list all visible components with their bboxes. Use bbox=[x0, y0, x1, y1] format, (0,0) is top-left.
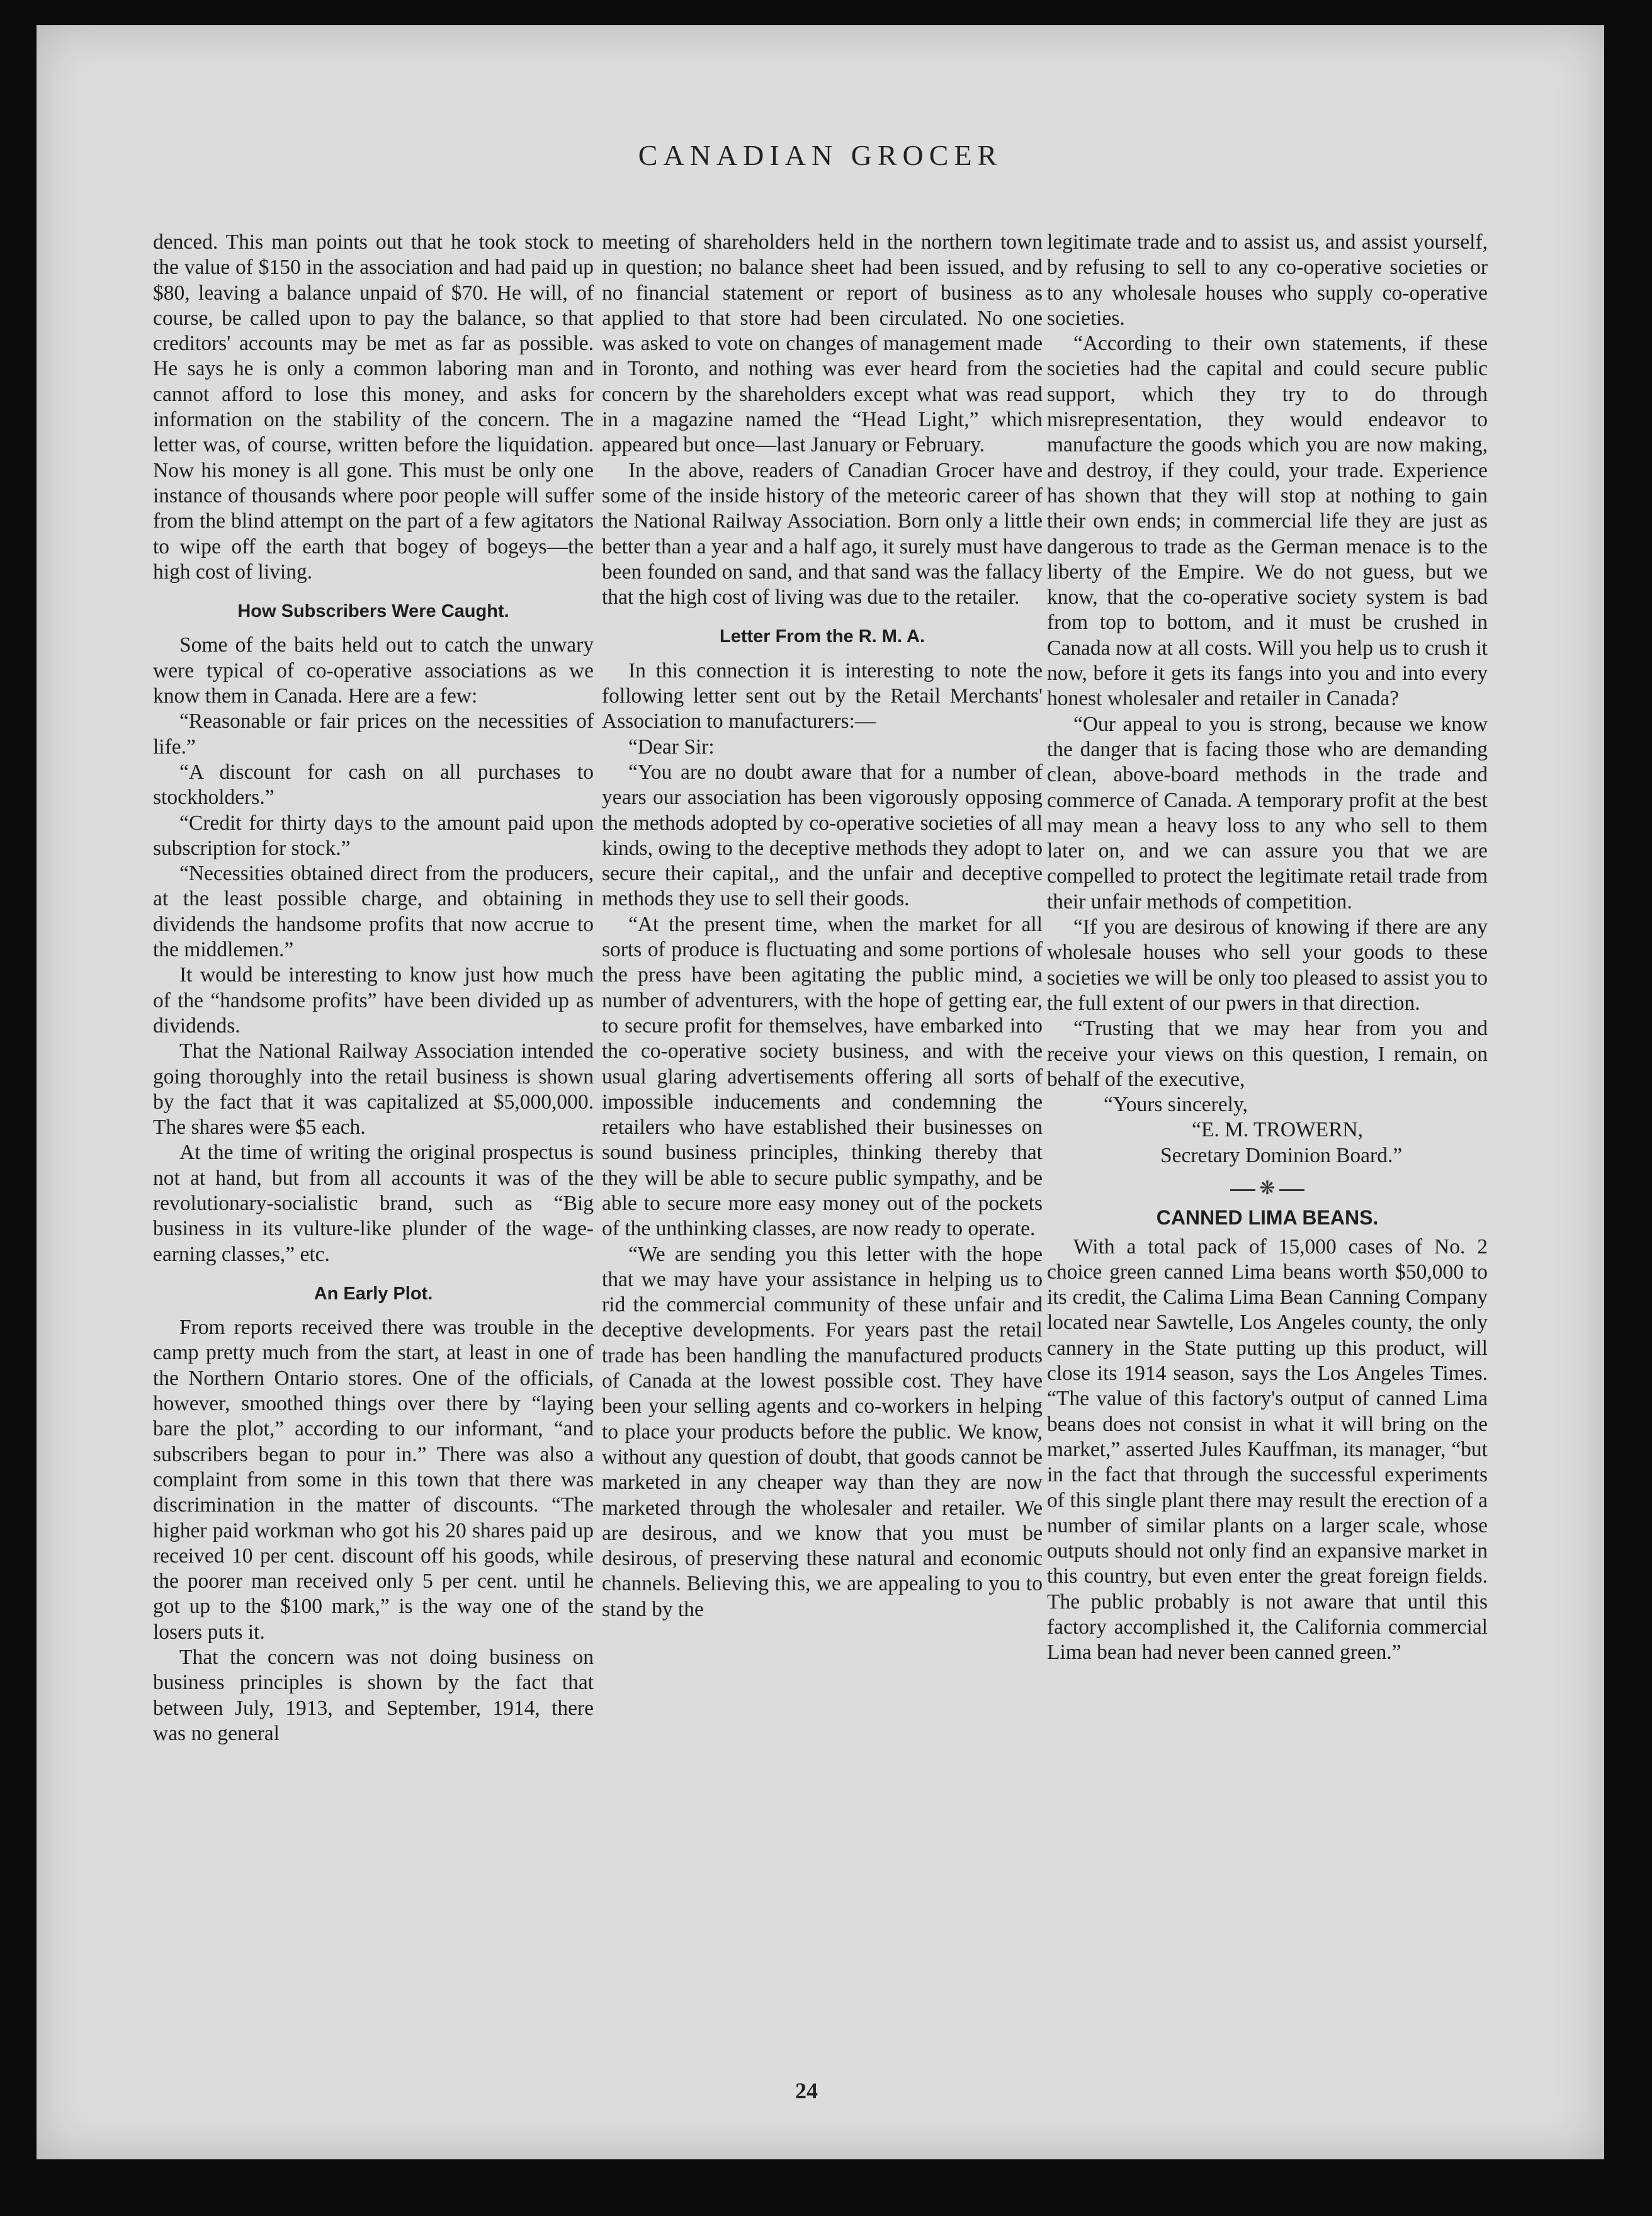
paragraph: meeting of shareholders held in the northern town in question; no balance sheet had been issued, and no financial statement or report of business as applied to that store had been circulated. No one was asked to vote on changes of management made in Toronto, and nothing was ever heard from the concern by the shareholders except what was read in a magazine named the “Head Light,” which appeared but once—last January or February. bbox=[602, 230, 1043, 457]
signature-name: “E. M. TROWERN, bbox=[1192, 1118, 1364, 1142]
paragraph: That the concern was not doing business on business principles is shown by the fact that between July, 1913, and September, 1914, there was no general bbox=[153, 1646, 594, 1745]
ornament-divider: ❋ bbox=[1047, 1176, 1488, 1201]
paragraph: “Credit for thirty days to the amount paid upon subscription for stock.” bbox=[153, 811, 594, 860]
paragraph: denced. This man points out that he took stock to the value of $150 in the association and had paid up $80, leaving a balance unpaid of $70. He will, of course, be called upon to pay the balance, so that creditors' accounts may be met as far as possible. He says he is only a common laboring man and cannot afford to lose this money, and asks for information on the stability of the concern. The letter was, of course, written before the liquidation. Now his money is all gone. This must be only one instance of thousands where poor people will suffer from the blind attempt on the part of a few agitators to wipe off the earth that bogey of bogeys—the high cost of living. bbox=[153, 230, 594, 584]
paragraph: With a total pack of 15,000 cases of No. 2 choice green canned Lima beans worth $50,000 to its credit, the Calima Lima Bean Canning Company located near Sawtelle, Los Angeles county, the only cannery in the State putting up this product, will close its 1914 season, says the Los Angeles Times. “The value of this factory's output of canned Lima beans does not consist in what it will bring on the market,” asserted Jules Kauffman, its manager, “but in the fact that through the successful experiments of this single plant there may result the erection of a number of similar plants on a larger scale, whose outputs should not only find an expansive market in this country, but even enter the great foreign fields. The public probably is not aware that until this factory accomplished it, the California commercial Lima bean had never been canned green.” bbox=[1047, 1235, 1488, 1665]
masthead: CANADIAN GROCER bbox=[638, 139, 1003, 171]
page-number: 24 bbox=[795, 2078, 818, 2103]
paragraph: “Necessities obtained direct from the producers, at the least possible charge, and obtaining in dividends the handsome profits that now accrue to the middlemen.” bbox=[153, 862, 594, 962]
paragraph: “If you are desirous of knowing if there are any wholesale houses who sell your goods to these societies we will be only too pleased to assist you to the full extent of our pwers in that direction. bbox=[1047, 915, 1488, 1015]
paragraph: “Our appeal to you is strong, because we know the danger that is facing those who are demanding clean, above-board methods in the trade and commerce of Canada. A temporary profit at the best may mean a heavy loss to any who sell to them later on, and we can assure you that we are compelled to protect the legitimate retail trade from their unfair methods of competition. bbox=[1047, 712, 1488, 913]
paragraph: “We are sending you this letter with the hope that we may have your assistance in helping us to rid the commercial community of these unfair and deceptive developments. For years past the retail trade has been handling the manufactured products of Canada at the lowest possible cost. They have been your selling agents and co-workers in helping to place your products before the public. We know, without any question of doubt, that goods cannot be marketed in any cheaper way than they are now marketed through the wholesaler and retailer. We are desirous, and we know that you must be desirous, of preserving these natural and economic channels. Believing this, we are appealing to you to stand by the bbox=[602, 1242, 1043, 1621]
column-1 bbox=[153, 230, 594, 1746]
signature-salutation: “Yours sincerely, bbox=[1104, 1093, 1248, 1117]
subheading-how-subscribers-were-caught: How Subscribers Were Caught. bbox=[237, 601, 509, 622]
subheading-letter-from-rma: Letter From the R. M. A. bbox=[720, 626, 925, 647]
column-3 bbox=[1047, 230, 1488, 1666]
paragraph: That the National Railway Association intended going thoroughly into the retail business is shown by the fact that it was capitalized at $5,000,000. The shares were $5 each. bbox=[153, 1039, 594, 1139]
paragraph: At the time of writing the original prospectus is not at hand, but from all accounts it was of the revolutionary-socialistic brand, such as “Big business in its vulture-like plunder of the wage-earning classes,” etc. bbox=[153, 1141, 594, 1266]
paragraph: In this connection it is interesting to note the following letter sent out by the Retail Merchants' Association to manufacturers:— bbox=[602, 659, 1043, 733]
paragraph: From reports received there was trouble in the camp pretty much from the start, at least in one of the Northern Ontario stores. One of the officials, however, smoothed things over there by “laying bare the plot,” according to our informant, “and subscribers began to pour in.” There was also a complaint from some in this town that there was discrimination in the matter of discounts. “The higher paid workman who got his 20 shares paid up received 10 per cent. discount off his goods, while the poorer man received only 5 per cent. until he got up to the $100 mark,” is the way one of the losers puts it. bbox=[153, 1316, 594, 1644]
paragraph: “You are no doubt aware that for a number of years our association has been vigorously opposing the methods adopted by co-operative societies of all kinds, owing to the deceptive methods they adopt to secure their capital,, and the unfair and deceptive methods they use to sell their goods. bbox=[602, 760, 1043, 911]
paragraph: It would be interesting to know just how much of the “handsome profits” have been divided up as dividends. bbox=[153, 963, 594, 1037]
paragraph: “According to their own statements, if these societies had the capital and could secure public support, which they try to do through misrepresentation, they would endeavor to manufacture the goods which you are now making, and destroy, if they could, your trade. Experience has shown that they will stop at nothing to gain their own ends; in commercial life they are just as dangerous to trade as the German menace is to the liberty of the Empire. We do not guess, but we know, that the co-operative society system is bad from top to bottom, and it must be crushed in Canada now at all costs. Will you help us to crush it now, before it gets its fangs into you and into every honest wholesaler and retailer in Canada? bbox=[1047, 332, 1488, 711]
paragraph: Some of the baits held out to catch the unwary were typical of co-operative associations as we know them in Canada. Here are a few: bbox=[153, 633, 594, 708]
paragraph: In the above, readers of Canadian Grocer have some of the inside history of the meteoric career of the National Railway Association. Born only a little better than a year and a half ago, it surely must have been founded on sand, and that sand was the fallacy that the high cost of living was due to the retailer. bbox=[602, 458, 1043, 609]
paragraph: “A discount for cash on all purchases to stockholders.” bbox=[153, 760, 594, 810]
paragraph: “Dear Sir: bbox=[628, 735, 715, 759]
signature-title: Secretary Dominion Board.” bbox=[1160, 1143, 1403, 1167]
subheading-an-early-plot: An Early Plot. bbox=[314, 1283, 433, 1304]
paragraph: “At the present time, when the market for all sorts of produce is fluctuating and some portions of the press have been agitating the public mind, a number of adventurers, with the hope of getting ear, to secure profit for themselves, have embarked into the co-operative society business, and with the usual glaring advertisements offering all sorts of impossible inducements and condemning the retailers who have established their businesses on sound business principles, thinking thereby that they will be able to secure public sympathy, and be able to secure more easy money out of the pockets of the unthinking classes, are now ready to operate. bbox=[602, 912, 1043, 1241]
headline-canned-lima-beans: CANNED LIMA BEANS. bbox=[1156, 1206, 1379, 1230]
paragraph: “Trusting that we may hear from you and receive your views on this question, I remain, on behalf of the executive, bbox=[1047, 1017, 1488, 1091]
paragraph: legitimate trade and to assist us, and assist yourself, by refusing to sell to any co-operative societies or to any wholesale houses who supply co-operative societies. bbox=[1047, 230, 1488, 330]
column-2 bbox=[602, 230, 1043, 1622]
newspaper-page bbox=[37, 25, 1604, 2159]
paragraph: “Reasonable or fair prices on the necessities of life.” bbox=[153, 709, 594, 759]
